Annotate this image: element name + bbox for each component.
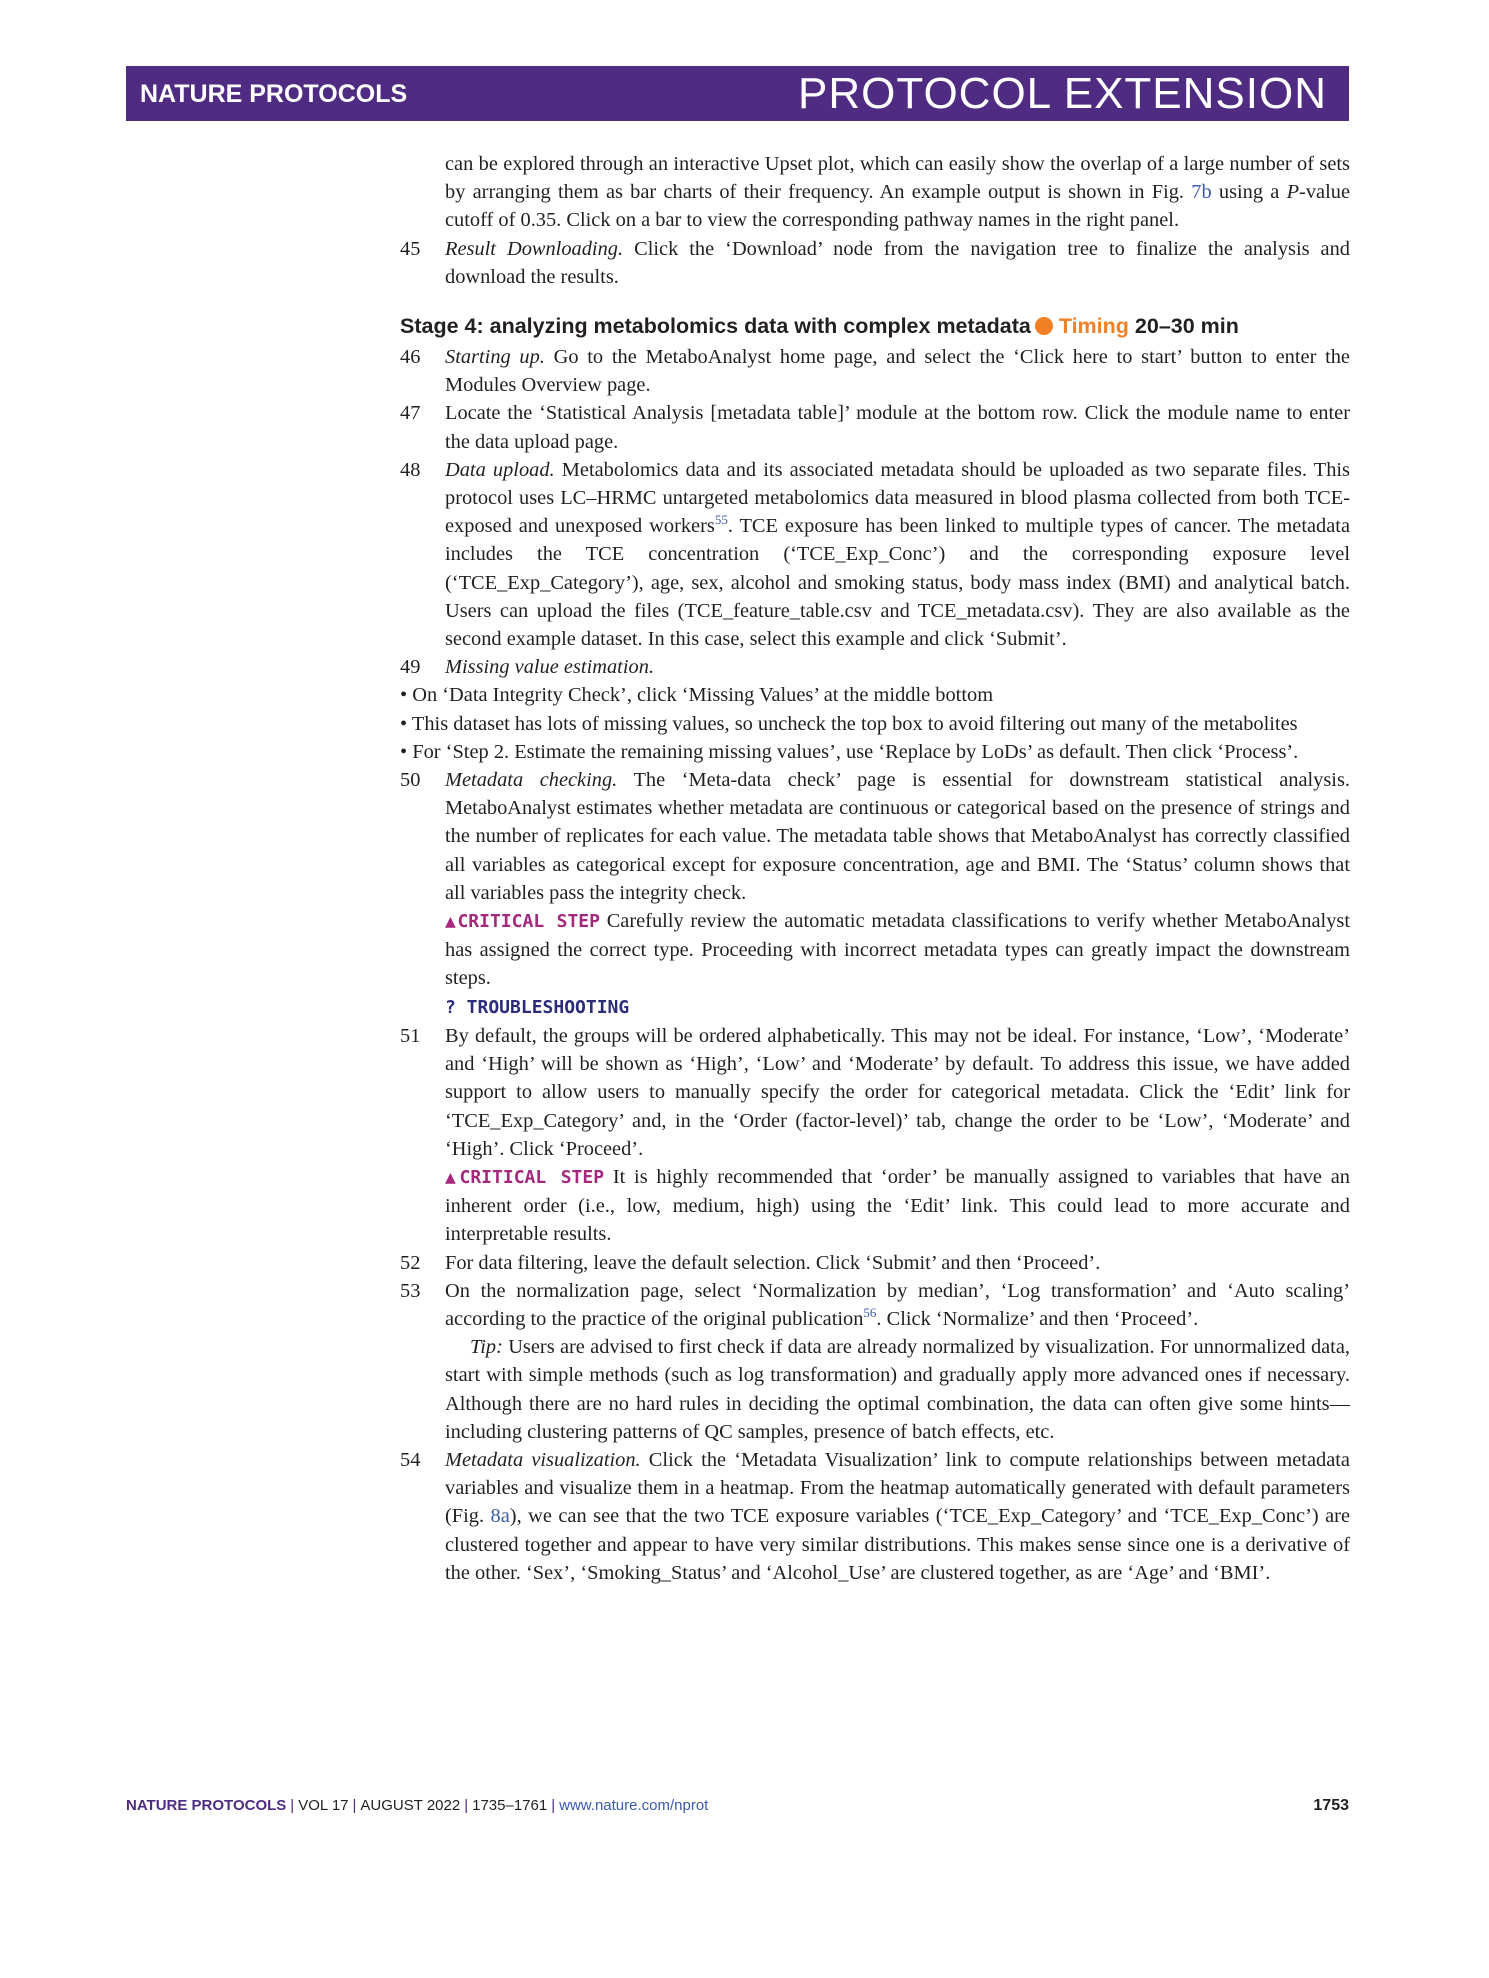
tip-paragraph — [400, 1333, 1350, 1446]
step-text: The ‘Meta-data check’ page is essential for downstream statistical analysis. MetaboAnalyst estimates whether metadata are continuous or categorical based on the presence of strings and the number of replicates for each value. The metadata table shows that MetaboAnalyst has correctly classified all variables as categorical except for exposure concentration, age and BMI. The ‘Status’ column shows that all variables pass the integrity check. — [445, 769, 1350, 904]
step-number: 52 — [400, 1251, 421, 1274]
step-47 — [400, 399, 1350, 455]
step-title: Metadata visualization. — [445, 1448, 641, 1471]
figure-link-8a[interactable]: 8a — [490, 1505, 510, 1528]
step-49 — [400, 653, 1350, 681]
step-number: 53 — [400, 1279, 421, 1302]
step-title: Starting up. — [445, 346, 545, 369]
step-text: Click the ‘Metadata Visualization’ link to compute relationships between metadata variables and visualize them in a heatmap. From the heatmap automatically generated with default parameters (Fig. — [445, 1448, 1350, 1528]
step-title: Metadata checking. — [445, 769, 618, 792]
step-text: For data filtering, leave the default selection. Click ‘Submit’ and then ‘Proceed’. — [445, 1251, 1101, 1274]
step-text: By default, the groups will be ordered alphabetically. This may not be ideal. For instance, ‘Low’, ‘Moderate’ and ‘High’ will be shown as ‘High’, ‘Low’ and ‘Moderate’ by default. To address this issue, we have added support to allow users to manually specify the order for categorical metadata. Click the ‘Edit’ link for ‘TCE_Exp_Category’ and, in the ‘Order (factor-level)’ tab, change the order to be ‘Low’, ‘Moderate’ and ‘High’. Click ‘Proceed’. — [445, 1024, 1350, 1160]
step-50 — [400, 766, 1350, 907]
step-51 — [400, 1022, 1350, 1163]
step-number: 45 — [400, 237, 421, 260]
critical-step-text: Carefully review the automatic metadata classifications to verify whether MetaboAnalyst has assigned the correct type. Proceeding with incorrect metadata types can greatly impact the downstream steps. — [445, 910, 1350, 990]
reference-link-56[interactable]: 56 — [863, 1304, 877, 1320]
troubleshooting-label: ? TROUBLESHOOTING — [445, 996, 630, 1018]
step-number: 48 — [400, 458, 421, 481]
step-number: 49 — [400, 656, 421, 679]
intro-text: can be explored through an interactive Upset plot, which can easily show the overlap of a large number of sets by arranging them as bar charts of their frequency. An example output is shown in Fig. — [445, 153, 1350, 204]
bullet-text: On ‘Data Integrity Check’, click ‘Missing Values’ at the middle bottom — [412, 684, 994, 707]
critical-step — [400, 907, 1350, 993]
bullet-item: • This dataset has lots of missing values, so uncheck the top box to avoid filtering out many of the metabolites — [400, 712, 1298, 735]
footer-separator: | — [551, 1797, 556, 1814]
step-54 — [400, 1446, 1350, 1587]
journal-name: NATURE PROTOCOLS — [140, 80, 408, 108]
step-text: . TCE exposure has been linked to multiple types of cancer. The metadata includes the TCE concentration (‘TCE_Exp_Conc’) and the corresponding exposure level (‘TCE_Exp_Category’), age, sex, alcohol and smoking status, body mass index (BMI) and analytical batch. Users can upload the files (TCE_feature_table.csv and TCE_metadata.csv). They are also available as the second example dataset. In this case, select this example and click ‘Submit’. — [445, 515, 1350, 651]
step-text: Go to the MetaboAnalyst home page, and select the ‘Click here to start’ button to enter the Modules Overview page. — [445, 346, 1350, 397]
footer-url-link[interactable]: www.nature.com/nprot — [559, 1797, 709, 1814]
bullet-item: • On ‘Data Integrity Check’, click ‘Missing Values’ at the middle bottom — [400, 684, 994, 707]
footer-separator: | — [290, 1797, 295, 1814]
article-type: PROTOCOL EXTENSION — [798, 69, 1327, 118]
step-title: Result Downloading. — [445, 237, 624, 260]
footer-pages: 1735–1761 — [472, 1797, 548, 1814]
reference-link-55[interactable]: 55 — [714, 512, 728, 528]
footer-volume: VOL 17 — [298, 1797, 349, 1814]
page-footer — [126, 1797, 1349, 1814]
tip-label: Tip: — [470, 1336, 503, 1359]
step-46 — [400, 343, 1350, 399]
step-48 — [400, 456, 1350, 653]
stage-title: Stage 4: analyzing metabolomics data with complex metadata — [400, 314, 1031, 339]
intro-text: using a — [1211, 181, 1287, 204]
footer-separator: | — [464, 1797, 469, 1814]
intro-text: P — [1286, 181, 1300, 204]
footer-separator: | — [352, 1797, 357, 1814]
step-52 — [400, 1249, 1350, 1277]
step-text: Locate the ‘Statistical Analysis [metadata table]’ module at the bottom row. Click the module name to enter the data upload page. — [445, 402, 1350, 453]
page-number: 1753 — [1313, 1797, 1349, 1814]
step-text: Metabolomics data and its associated metadata should be uploaded as two separate files. This protocol uses LC–HRMC untargeted metabolomics data measured in blood plasma collected from both TCE-exposed and unexposed workers — [445, 458, 1350, 538]
critical-step-text: It is highly recommended that ‘order’ be manually assigned to variables that have an inherent order (i.e., low, medium, high) using the ‘Edit’ link. This could lead to more accurate and interpretable results. — [445, 1165, 1350, 1246]
step-53 — [400, 1277, 1350, 1333]
bullet-text: For ‘Step 2. Estimate the remaining missing values’, use ‘Replace by LoDs’ as default. Then click ‘Process’. — [412, 740, 1299, 763]
timing-value: 20–30 min — [1134, 314, 1239, 339]
step-45 — [400, 235, 1350, 291]
step-number: 46 — [400, 346, 421, 369]
intro-paragraph — [400, 150, 1350, 235]
critical-step-label: ▲CRITICAL STEP — [445, 1166, 605, 1188]
figure-link-7b[interactable]: 7b — [1191, 181, 1212, 204]
footer-journal: NATURE PROTOCOLS — [126, 1797, 287, 1814]
critical-step — [400, 1163, 1350, 1249]
timing-label: Timing — [1058, 314, 1129, 339]
step-text: . Click ‘Normalize’ and then ‘Proceed’. — [876, 1307, 1199, 1330]
step-number: 51 — [400, 1024, 421, 1047]
step-text: Click the ‘Download’ node from the navigation tree to finalize the analysis and download the results. — [445, 237, 1350, 288]
step-text: On the normalization page, select ‘Normalization by median’, ‘Log transformation’ and ‘Auto scaling’ according to the practice of the original publication — [445, 1279, 1350, 1330]
bullet-item: • For ‘Step 2. Estimate the remaining missing values’, use ‘Replace by LoDs’ as default. Then click ‘Process’. — [400, 740, 1299, 763]
timing-dot-icon — [1035, 317, 1053, 335]
step-number: 47 — [400, 402, 421, 425]
intro-text: -value cutoff of 0.35. Click on a bar to view the corresponding pathway names in the right panel. — [445, 181, 1350, 232]
bullet-text: This dataset has lots of missing values, so uncheck the top box to avoid filtering out many of the metabolites — [411, 712, 1298, 735]
journal-header-bar — [126, 66, 1349, 121]
step-title: Missing value estimation. — [445, 656, 654, 679]
step-number: 54 — [400, 1448, 421, 1471]
tip-text: Users are advised to first check if data are already normalized by visualization. For unnormalized data, start with simple methods (such as log transformation) and gradually apply more advanced ones if necessary. Although there are no hard rules in deciding the optimal combination, the data can often give some hints—including clustering patterns of QC samples, presence of batch effects, etc. — [445, 1336, 1350, 1443]
step-title: Data upload. — [445, 458, 555, 481]
footer-date: AUGUST 2022 — [360, 1797, 461, 1814]
stage-heading — [400, 311, 1350, 341]
step-number: 50 — [400, 769, 421, 792]
troubleshooting — [400, 993, 1350, 1022]
main-text — [400, 150, 1350, 1587]
critical-step-label: ▲CRITICAL STEP — [445, 911, 600, 933]
step-text: ), we can see that the two TCE exposure variables (‘TCE_Exp_Category’ and ‘TCE_Exp_Conc’) are clustered together and appear to have very similar distributions. This makes sense since one is a derivative of the other. ‘Sex’, ‘Smoking_Status’ and ‘Alcohol_Use’ are clustered together, as are ‘Age’ and ‘BMI’. — [445, 1505, 1350, 1584]
